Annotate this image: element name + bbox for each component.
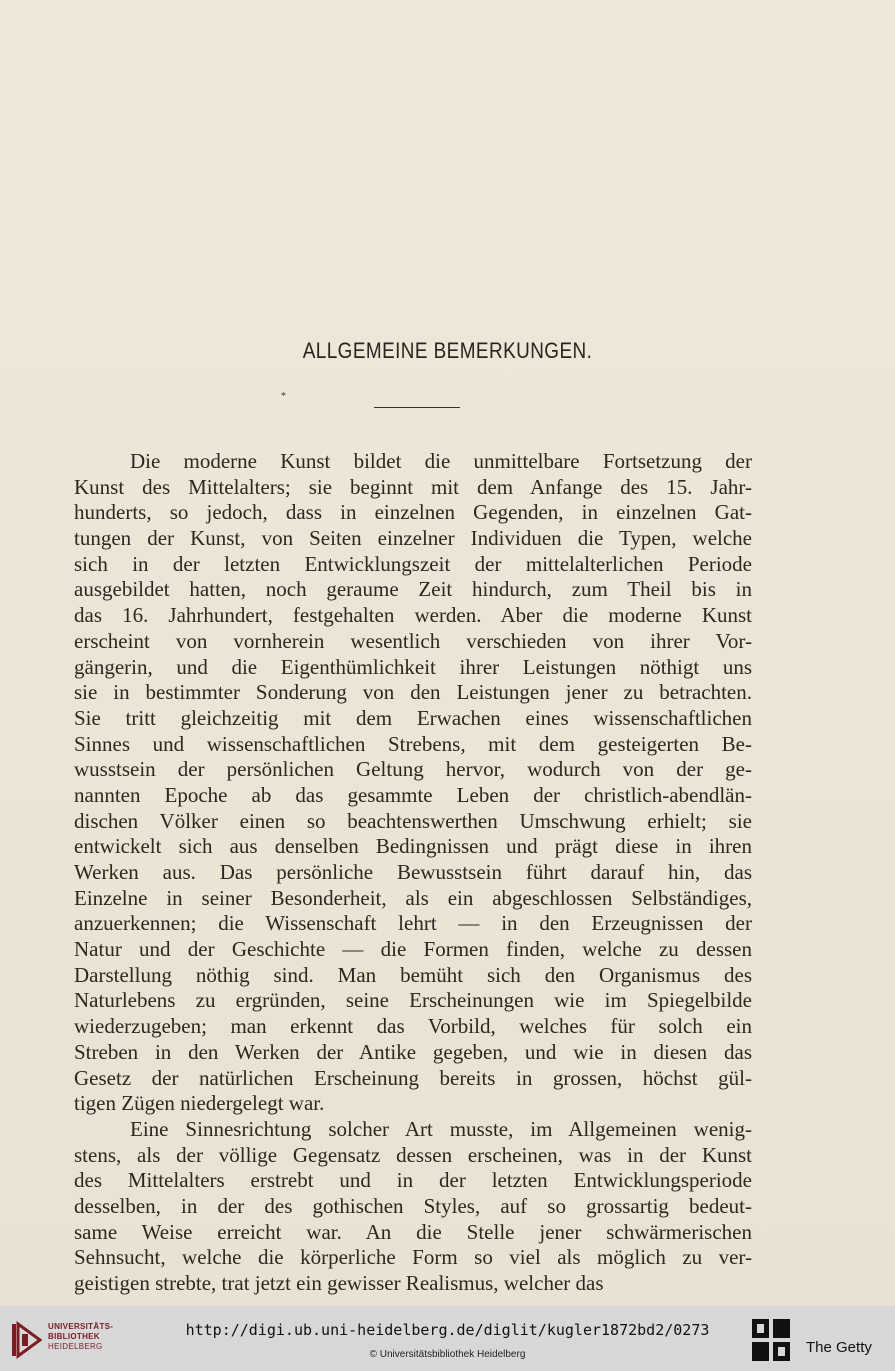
page-title: ALLGEMEINE BEMERKUNGEN. — [302, 338, 593, 363]
text-line: Gesetz der natürlichen Erscheinung bereits in grossen, höchst gül- — [74, 1065, 752, 1090]
getty-logo-icon — [752, 1319, 790, 1361]
library-name-line-3: HEIDELBERG — [48, 1342, 103, 1351]
text-line: desselben, in der des gothischen Styles, auf so grossartig bedeut- — [74, 1193, 752, 1218]
text-line: Sie tritt gleichzeitig mit dem Erwachen eines wissenschaftlichen — [74, 705, 752, 730]
text-line: Naturlebens zu ergründen, seine Erscheinungen wie im Spiegelbilde — [74, 988, 752, 1013]
text-line: stens, als der völlige Gegensatz dessen erscheinen, was in der Kunst — [74, 1142, 752, 1167]
text-line: Kunst des Mittelalters; sie beginnt mit dem Anfange des 15. Jahr- — [74, 474, 752, 499]
text-line: sich in der letzten Entwicklungszeit der mittelalterlichen Periode — [74, 551, 752, 576]
viewer-footer — [0, 1306, 895, 1371]
text-line: nannten Epoche ab das gesammte Leben der christlich-abendlän- — [74, 782, 752, 807]
text-line: tungen der Kunst, von Seiten einzelner Individuen die Typen, welche — [74, 526, 752, 551]
partner-name[interactable]: The Getty — [806, 1339, 872, 1356]
text-line: wusstsein der persönlichen Geltung hervor, wodurch von der ge- — [74, 757, 752, 782]
ornament-mark: * — [281, 391, 286, 402]
text-line: same Weise erreicht war. An die Stelle jener schwärmerischen — [74, 1219, 752, 1244]
text-line: sie in bestimmter Sonderung von den Leistungen jener zu betrachten. — [74, 680, 752, 705]
text-line: Sehnsucht, welche die körperliche Form so viel als möglich zu ver- — [74, 1245, 752, 1270]
text-line: hunderts, so jedoch, dass in einzelnen Gegenden, in einzelnen Gat- — [74, 500, 752, 525]
copyright-notice: © Universitätsbibliothek Heidelberg — [369, 1349, 526, 1360]
text-line: des Mittelalters erstrebt und in der letzten Entwicklungsperiode — [74, 1168, 752, 1193]
text-line: Die moderne Kunst bildet die unmittelbare Fortsetzung der — [130, 449, 752, 473]
text-line: Sinnes und wissenschaftlichen Strebens, mit dem gesteigerten Be- — [74, 731, 752, 756]
text-line: Werken aus. Das persönliche Bewusstsein führt darauf hin, das — [74, 860, 752, 884]
text-line: Eine Sinnesrichtung solcher Art musste, im Allgemeinen wenig- — [130, 1116, 752, 1141]
title-divider — [374, 407, 460, 408]
library-name-line-1: UNIVERSITÄTS- — [48, 1322, 114, 1331]
text-line: Einzelne in seiner Besonderheit, als ein abgeschlossen Selbständiges, — [74, 885, 752, 910]
text-line: tigen Zügen niedergelegt war. — [74, 1091, 325, 1116]
library-name-line-2: BIBLIOTHEK — [48, 1332, 100, 1341]
text-line: ausgebildet hatten, noch geraume Zeit hindurch, zum Theil bis in — [74, 577, 752, 602]
text-line: erscheint von vornherein wesentlich verschieden von ihrer Vor- — [74, 628, 752, 653]
permalink-url[interactable]: http://digi.ub.uni-heidelberg.de/diglit/kugler1872bd2/0273 — [185, 1321, 710, 1339]
body-text — [74, 449, 752, 1297]
text-line: wiederzugeben; man erkennt das Vorbild, welches für solch ein — [74, 1014, 752, 1039]
text-line: das 16. Jahrhundert, festgehalten werden. Aber die moderne Kunst — [74, 603, 752, 628]
text-line: Natur und der Geschichte — die Formen finden, welche zu dessen — [74, 937, 752, 962]
text-line: Streben in den Werken der Antike gegeben, und wie in diesen das — [74, 1039, 752, 1064]
text-line: dischen Völker einen so beachtenswerthen Umschwung erhielt; sie — [74, 808, 752, 833]
text-line: entwickelt sich aus denselben Bedingnissen und prägt diese in ihren — [74, 834, 752, 859]
text-line: anzuerkennen; die Wissenschaft lehrt — in den Erzeugnissen der — [74, 911, 752, 936]
text-line: gängerin, und die Eigenthümlichkeit ihrer Leistungen nöthigt uns — [74, 654, 752, 679]
text-line: geistigen strebte, trat jetzt ein gewisser Realismus, welcher das — [74, 1271, 604, 1295]
text-line: Darstellung nöthig sind. Man bemüht sich den Organismus des — [74, 962, 752, 987]
